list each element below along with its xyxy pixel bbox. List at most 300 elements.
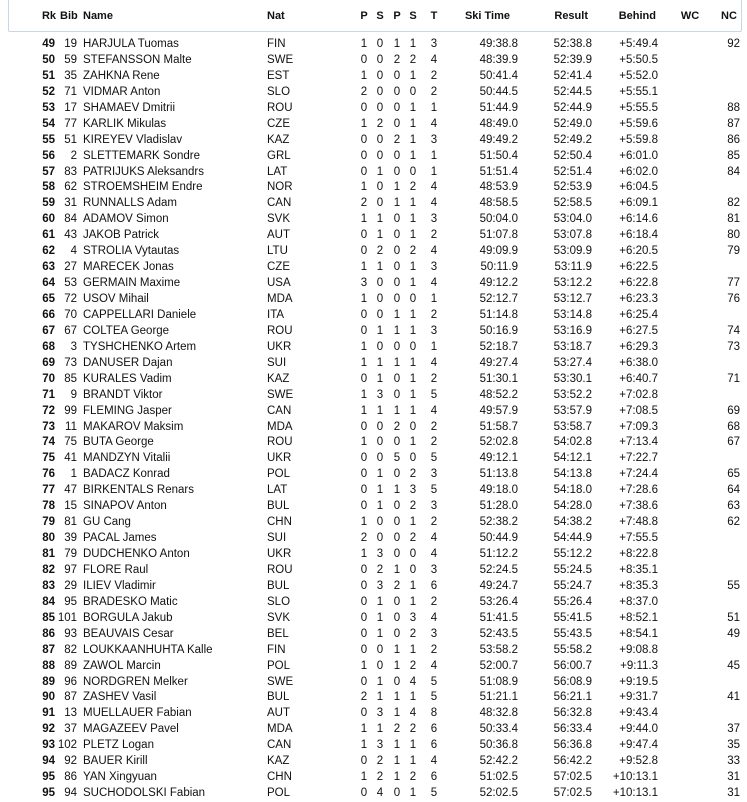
bib-cell: 31	[64, 197, 77, 210]
behind-time: +6:29.3	[619, 340, 658, 353]
standing-1-misses: 2	[376, 245, 384, 258]
standing-2-misses: 1	[409, 404, 417, 417]
rank-cell: 73	[42, 420, 55, 433]
total-misses: 4	[430, 197, 438, 210]
table-row[interactable]	[0, 291, 747, 307]
prone-1-misses: 0	[360, 420, 368, 433]
col-behind[interactable]: Behind	[618, 10, 656, 22]
ski-time: 51:13.8	[479, 468, 518, 481]
nation-code: CZE	[267, 117, 290, 130]
rank-cell: 64	[42, 277, 55, 290]
table-row[interactable]	[0, 403, 747, 419]
col-prone-1[interactable]: P	[360, 10, 368, 22]
table-row[interactable]	[0, 211, 747, 227]
table-row[interactable]	[0, 243, 747, 259]
athlete-name: VIDMAR Anton	[83, 85, 161, 98]
prone-2-misses: 2	[393, 723, 401, 736]
ski-time: 52:38.2	[479, 516, 518, 529]
standing-2-misses: 1	[409, 213, 417, 226]
col-nat[interactable]: Nat	[267, 10, 285, 22]
rank-cell: 52	[42, 85, 55, 98]
prone-2-misses: 0	[393, 372, 401, 385]
bib-cell: 51	[64, 133, 77, 146]
table-row[interactable]	[0, 546, 747, 562]
table-row[interactable]	[0, 658, 747, 674]
result-time: 53:11.9	[554, 261, 592, 274]
ski-time: 52:02.5	[479, 787, 518, 800]
table-row[interactable]	[0, 36, 747, 52]
standing-2-misses: 1	[409, 324, 417, 337]
prone-1-misses: 1	[360, 404, 368, 417]
athlete-name: ZASHEV Vasil	[83, 691, 157, 704]
result-time: 52:53.9	[553, 181, 592, 194]
athlete-name: DUDCHENKO Anton	[83, 548, 190, 560]
behind-time: +5:50.5	[619, 53, 658, 66]
bib-cell: 2	[70, 149, 77, 162]
standing-1-misses: 1	[376, 404, 384, 417]
col-nc[interactable]: NC	[721, 10, 737, 22]
bib-cell: 97	[64, 563, 77, 576]
prone-2-misses: 1	[393, 691, 401, 704]
bib-cell: 82	[64, 643, 77, 656]
athlete-name: ADAMOV Simon	[83, 213, 169, 226]
nc-points: 87	[727, 117, 740, 130]
prone-1-misses: 0	[360, 468, 368, 481]
result-time: 57:02.5	[553, 787, 592, 800]
bib-cell: 79	[64, 548, 77, 560]
behind-time: +5:55.1	[619, 85, 658, 98]
nation-code: SWE	[267, 53, 294, 66]
nc-points: 69	[727, 404, 740, 417]
athlete-name: TYSHCHENKO Artem	[83, 340, 197, 353]
table-row[interactable]	[0, 148, 747, 164]
standing-1-misses: 0	[376, 277, 384, 290]
behind-time: +5:59.8	[619, 133, 658, 146]
total-misses: 3	[430, 500, 438, 513]
total-misses: 4	[430, 532, 438, 545]
total-misses: 2	[430, 229, 438, 242]
table-row[interactable]	[0, 785, 747, 801]
total-misses: 4	[430, 181, 438, 194]
ski-time: 51:02.5	[479, 771, 518, 784]
standing-1-misses: 0	[376, 659, 384, 672]
bib-cell: 89	[64, 659, 77, 672]
behind-time: +7:24.4	[619, 468, 658, 481]
behind-time: +9:47.4	[619, 739, 658, 752]
bib-cell: 17	[64, 101, 77, 114]
table-row[interactable]	[0, 275, 747, 291]
prone-1-misses: 1	[360, 261, 368, 274]
nation-code: ROU	[267, 324, 293, 337]
total-misses: 3	[430, 213, 438, 226]
table-row[interactable]	[0, 387, 747, 403]
bib-cell: 13	[64, 707, 77, 720]
standing-1-misses: 4	[376, 787, 384, 800]
rank-cell: 58	[42, 181, 55, 194]
athlete-name: PATRIJUKS Aleksandrs	[83, 165, 205, 178]
nation-code: LAT	[267, 165, 288, 178]
nation-code: SLO	[267, 595, 291, 608]
result-time: 55:58.2	[553, 643, 592, 656]
result-time: 52:49.0	[553, 117, 592, 130]
table-row[interactable]	[0, 52, 747, 68]
rank-cell: 76	[42, 468, 55, 481]
result-time: 52:50.4	[553, 149, 592, 162]
standing-2-misses: 2	[409, 532, 417, 545]
ski-time: 49:09.9	[479, 245, 518, 258]
athlete-name: ILIEV Vladimir	[83, 579, 156, 592]
table-row[interactable]	[0, 578, 747, 594]
behind-time: +6:04.5	[619, 181, 658, 194]
nc-points: 45	[727, 659, 740, 672]
prone-1-misses: 0	[360, 372, 368, 385]
standing-2-misses: 3	[409, 484, 417, 497]
ski-time: 50:04.0	[479, 213, 518, 226]
prone-1-misses: 1	[360, 739, 368, 752]
bib-cell: 29	[64, 579, 77, 592]
behind-time: +7:55.5	[619, 532, 658, 545]
athlete-name: NORDGREN Melker	[83, 675, 188, 688]
col-standing-1[interactable]: S	[376, 10, 384, 22]
bib-cell: 27	[64, 261, 77, 274]
ski-time: 49:49.2	[479, 133, 518, 146]
table-row[interactable]	[0, 737, 747, 753]
nation-code: USA	[267, 277, 291, 290]
athlete-name: KIREYEV Vladislav	[83, 133, 183, 146]
standing-2-misses: 4	[409, 675, 417, 688]
nation-code: SVK	[267, 611, 291, 624]
ski-time: 51:12.2	[479, 548, 518, 560]
standing-1-misses: 0	[376, 197, 384, 210]
standing-2-misses: 1	[409, 755, 417, 768]
prone-2-misses: 0	[393, 611, 401, 624]
prone-2-misses: 2	[393, 53, 401, 66]
bib-cell: 73	[64, 356, 77, 369]
athlete-name: STROEMSHEIM Endre	[83, 181, 203, 194]
ski-time: 50:44.9	[479, 532, 518, 545]
table-row[interactable]	[0, 498, 747, 514]
athlete-name: MARECEK Jonas	[83, 261, 174, 274]
standing-1-misses: 1	[376, 723, 384, 736]
table-row[interactable]	[0, 450, 747, 466]
table-row[interactable]	[0, 466, 747, 482]
col-ski-time[interactable]: Ski Time	[464, 10, 510, 22]
standing-1-misses: 1	[376, 675, 384, 688]
col-prone-2[interactable]: P	[393, 10, 401, 22]
prone-1-misses: 1	[360, 659, 368, 672]
rank-cell: 79	[42, 516, 55, 529]
bib-cell: 86	[64, 771, 77, 784]
nc-points: 81	[727, 213, 740, 226]
table-row[interactable]	[0, 562, 747, 578]
table-row[interactable]	[0, 642, 747, 658]
athlete-name: USOV Mihail	[83, 293, 149, 305]
behind-time: +6:09.1	[619, 197, 658, 210]
behind-time: +9:44.0	[619, 723, 658, 736]
table-row[interactable]	[0, 419, 747, 435]
table-row[interactable]	[0, 594, 747, 610]
behind-time: +5:55.5	[619, 101, 658, 114]
total-misses: 3	[430, 324, 438, 337]
ski-time: 51:41.5	[479, 611, 518, 624]
standing-2-misses: 0	[409, 420, 417, 433]
bib-cell: 41	[64, 452, 77, 465]
prone-2-misses: 1	[393, 484, 401, 497]
standing-1-misses: 0	[376, 436, 384, 449]
behind-time: +7:09.3	[619, 420, 658, 433]
table-row[interactable]	[0, 355, 747, 371]
standing-2-misses: 1	[409, 372, 417, 385]
standing-2-misses: 2	[409, 245, 417, 258]
nc-points: 31	[727, 771, 740, 784]
results-table	[0, 36, 747, 801]
standing-2-misses: 3	[409, 611, 417, 624]
standing-2-misses: 1	[409, 229, 417, 242]
behind-time: +7:08.5	[619, 404, 658, 417]
nation-code: EST	[267, 69, 290, 82]
nation-code: MDA	[267, 293, 293, 305]
rank-cell: 95	[42, 787, 55, 800]
nc-points: 71	[727, 372, 740, 385]
ski-time: 50:44.5	[479, 85, 518, 98]
rank-cell: 85	[42, 611, 55, 624]
prone-1-misses: 0	[360, 563, 368, 576]
behind-time: +6:20.5	[619, 245, 658, 258]
bib-cell: 93	[64, 627, 77, 640]
prone-1-misses: 0	[360, 627, 368, 640]
athlete-name: JAKOB Patrick	[83, 229, 160, 242]
nc-points: 76	[727, 293, 740, 305]
prone-1-misses: 0	[360, 787, 368, 800]
prone-1-misses: 2	[360, 532, 368, 545]
prone-2-misses: 0	[393, 85, 401, 98]
prone-2-misses: 0	[393, 277, 401, 290]
rank-cell: 61	[42, 229, 55, 242]
table-row[interactable]	[0, 769, 747, 785]
prone-2-misses: 1	[393, 181, 401, 194]
behind-time: +6:18.4	[619, 229, 658, 242]
rank-cell: 71	[42, 388, 55, 401]
prone-1-misses: 0	[360, 53, 368, 66]
bib-cell: 95	[64, 595, 77, 608]
standing-2-misses: 1	[409, 739, 417, 752]
prone-1-misses: 1	[360, 388, 368, 401]
standing-1-misses: 0	[376, 133, 384, 146]
total-misses: 2	[430, 516, 438, 529]
nation-code: SVK	[267, 213, 291, 226]
bib-cell: 87	[64, 691, 77, 704]
prone-2-misses: 0	[393, 69, 401, 82]
prone-2-misses: 0	[393, 388, 401, 401]
col-bib[interactable]: Bib	[60, 10, 78, 22]
table-row[interactable]	[0, 164, 747, 180]
table-row[interactable]	[0, 259, 747, 275]
table-row[interactable]	[0, 307, 747, 323]
athlete-name: CAPPELLARI Daniele	[83, 308, 197, 321]
standing-2-misses: 1	[409, 69, 417, 82]
table-row[interactable]	[0, 626, 747, 642]
table-row[interactable]	[0, 753, 747, 769]
prone-2-misses: 1	[393, 659, 401, 672]
bib-cell: 75	[64, 436, 77, 449]
table-row[interactable]	[0, 179, 747, 195]
table-row[interactable]	[0, 100, 747, 116]
nc-points: 31	[727, 787, 740, 800]
col-result[interactable]: Result	[554, 10, 588, 22]
behind-time: +9:43.4	[619, 707, 658, 720]
nc-points: 33	[727, 755, 740, 768]
nc-points: 88	[727, 101, 740, 114]
nc-points: 49	[727, 627, 740, 640]
prone-1-misses: 3	[360, 277, 368, 290]
table-row[interactable]	[0, 610, 747, 626]
nation-code: UKR	[267, 340, 292, 353]
prone-1-misses: 0	[360, 707, 368, 720]
standing-2-misses: 0	[409, 563, 417, 576]
bib-cell: 72	[64, 293, 77, 305]
standing-1-misses: 1	[376, 165, 384, 178]
table-row[interactable]	[0, 514, 747, 530]
total-misses: 1	[430, 293, 438, 305]
nation-code: ROU	[267, 436, 293, 449]
ski-time: 51:44.9	[479, 101, 518, 114]
rank-cell: 65	[42, 293, 55, 305]
result-time: 55:24.7	[553, 579, 592, 592]
nc-points: 35	[727, 739, 740, 752]
behind-time: +6:25.4	[619, 308, 658, 321]
total-misses: 6	[430, 771, 438, 784]
bib-cell: 4	[70, 245, 77, 258]
result-time: 56:00.7	[553, 659, 592, 672]
total-misses: 6	[430, 579, 438, 592]
nation-code: BUL	[267, 691, 290, 704]
nation-code: KAZ	[267, 133, 290, 146]
total-misses: 4	[430, 53, 438, 66]
prone-2-misses: 5	[393, 452, 401, 465]
total-misses: 2	[430, 308, 438, 321]
ski-time: 48:52.2	[479, 388, 518, 401]
prone-2-misses: 2	[393, 133, 401, 146]
rank-cell: 57	[42, 165, 55, 178]
table-row[interactable]	[0, 339, 747, 355]
total-misses: 3	[430, 38, 438, 50]
rank-cell: 49	[42, 38, 55, 50]
table-row[interactable]	[0, 371, 747, 387]
standing-1-misses: 0	[376, 53, 384, 66]
standing-2-misses: 1	[409, 787, 417, 800]
prone-1-misses: 2	[360, 691, 368, 704]
table-row[interactable]	[0, 323, 747, 339]
col-total-misses[interactable]: T	[430, 10, 438, 22]
total-misses: 1	[430, 165, 438, 178]
result-time: 52:58.5	[553, 197, 592, 210]
total-misses: 4	[430, 611, 438, 624]
athlete-name: MAGAZEEV Pavel	[83, 723, 179, 736]
behind-time: +6:22.8	[619, 277, 658, 290]
standing-2-misses: 1	[409, 308, 417, 321]
result-time: 52:38.8	[553, 38, 592, 50]
standing-1-misses: 0	[376, 643, 384, 656]
behind-time: +10:13.1	[612, 771, 658, 784]
col-rank[interactable]: Rk	[41, 10, 56, 22]
table-row[interactable]	[0, 674, 747, 690]
nation-code: POL	[267, 787, 291, 800]
prone-2-misses: 0	[393, 468, 401, 481]
rank-cell: 90	[42, 691, 55, 704]
standing-1-misses: 3	[376, 388, 384, 401]
col-standing-2[interactable]: S	[409, 10, 417, 22]
rank-cell: 67	[42, 324, 55, 337]
total-misses: 2	[430, 420, 438, 433]
result-time: 53:27.4	[553, 356, 592, 369]
bib-cell: 9	[70, 388, 77, 401]
prone-1-misses: 0	[360, 133, 368, 146]
ski-time: 52:42.2	[479, 755, 518, 768]
table-row[interactable]	[0, 721, 747, 737]
ski-time: 52:24.5	[479, 563, 518, 576]
table-row[interactable]	[0, 116, 747, 132]
behind-time: +8:37.0	[619, 595, 658, 608]
athlete-name: STEFANSSON Malte	[83, 53, 192, 66]
table-row[interactable]	[0, 434, 747, 450]
standing-1-misses: 0	[376, 340, 384, 353]
athlete-name: STROLIA Vytautas	[83, 245, 180, 258]
bib-cell: 62	[64, 181, 77, 194]
table-row[interactable]	[0, 195, 747, 211]
athlete-name: FLORE Raul	[83, 563, 149, 576]
prone-2-misses: 1	[393, 197, 401, 210]
col-name[interactable]: Name	[83, 10, 113, 22]
athlete-name: DANUSER Dajan	[83, 356, 173, 369]
table-row[interactable]	[0, 132, 747, 148]
prone-2-misses: 1	[393, 38, 401, 50]
standing-2-misses: 1	[409, 595, 417, 608]
ski-time: 48:39.9	[479, 53, 518, 66]
prone-1-misses: 1	[360, 723, 368, 736]
prone-2-misses: 0	[393, 787, 401, 800]
ski-time: 53:26.4	[479, 595, 518, 608]
bib-cell: 81	[64, 516, 77, 529]
athlete-name: ZAWOL Marcin	[83, 659, 161, 672]
prone-2-misses: 1	[393, 707, 401, 720]
bib-cell: 94	[64, 787, 77, 800]
result-time: 53:58.7	[553, 420, 592, 433]
result-time: 54:28.0	[553, 500, 592, 513]
ski-time: 52:12.7	[479, 293, 518, 305]
result-time: 54:02.8	[553, 436, 592, 449]
table-row[interactable]	[0, 84, 747, 100]
behind-time: +7:22.7	[619, 452, 658, 465]
standing-2-misses: 2	[409, 468, 417, 481]
table-row[interactable]	[0, 530, 747, 546]
col-wc[interactable]: WC	[680, 10, 700, 22]
prone-1-misses: 0	[360, 611, 368, 624]
standing-1-misses: 0	[376, 452, 384, 465]
standing-1-misses: 0	[376, 293, 384, 305]
table-row[interactable]	[0, 705, 747, 721]
ski-time: 52:00.7	[479, 659, 518, 672]
standing-2-misses: 2	[409, 53, 417, 66]
table-row[interactable]	[0, 68, 747, 84]
nation-code: NOR	[267, 181, 293, 194]
athlete-name: PLETZ Logan	[83, 739, 154, 752]
standing-2-misses: 1	[409, 38, 417, 50]
prone-2-misses: 2	[393, 420, 401, 433]
table-row[interactable]	[0, 227, 747, 243]
table-row[interactable]	[0, 482, 747, 498]
table-row[interactable]	[0, 689, 747, 705]
standing-2-misses: 2	[409, 771, 417, 784]
